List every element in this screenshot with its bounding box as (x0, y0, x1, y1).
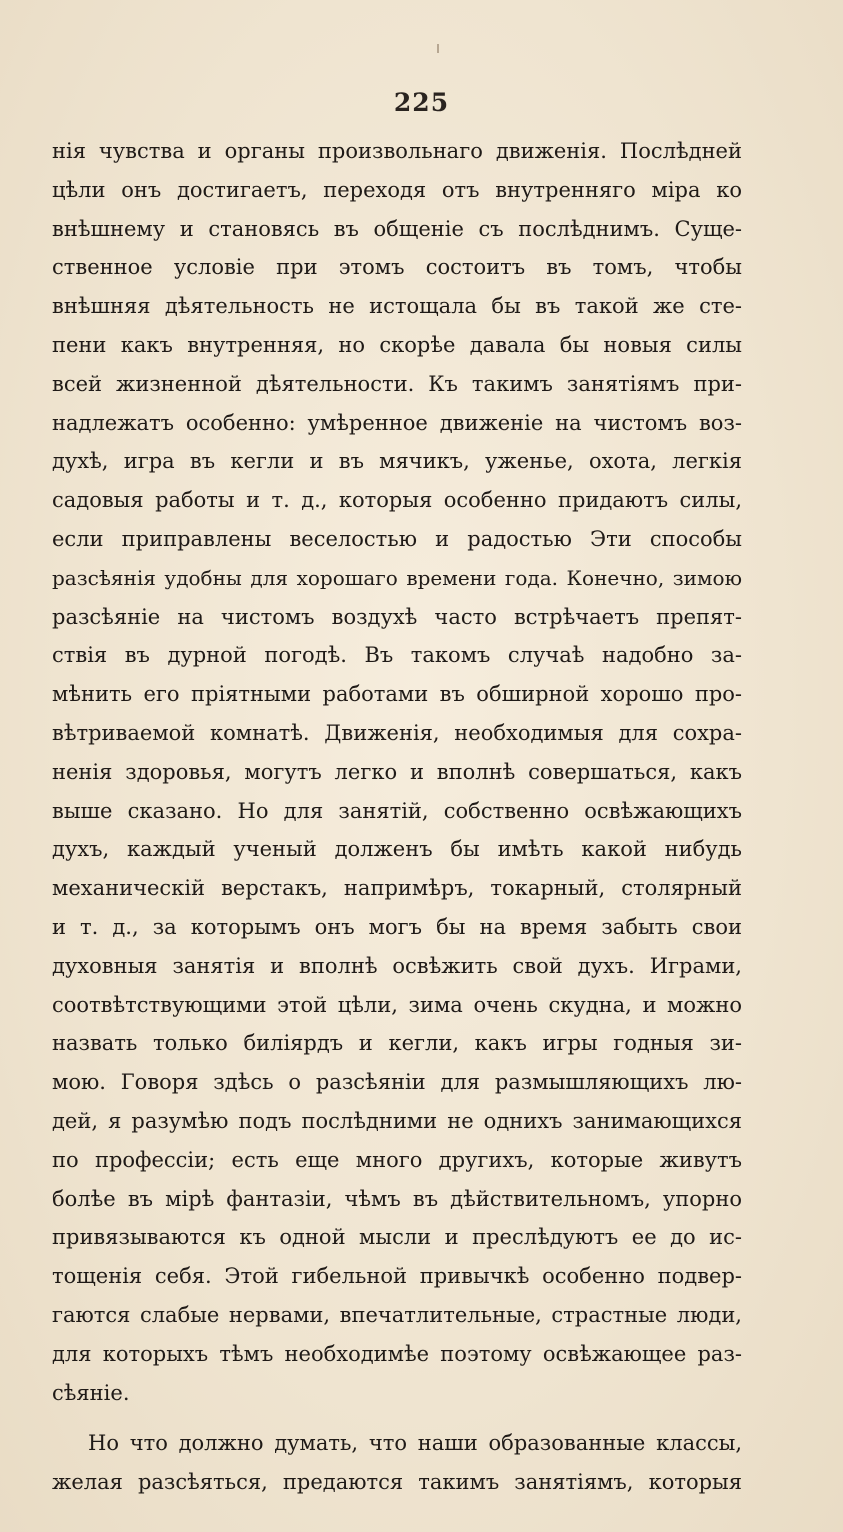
text-line: назвать только биліярдъ и кегли, какъ игры годныя зи- (52, 1031, 742, 1056)
text-line: привязываются къ одной мысли и преслѣдуютъ ее до ис- (52, 1225, 742, 1250)
text-line: ненія здоровья, могутъ легко и вполнѣ совершаться, какъ (52, 759, 742, 784)
text-line: нія чувства и органы произвольнаго движенія. Послѣдней (52, 139, 742, 163)
text-line: гаются слабые нервами, впечатлительные, страстные люди, (52, 1302, 742, 1327)
text-line: садовыя работы и т. д., которыя особенно придаютъ силы, (52, 488, 742, 513)
text-line: если приправлены веселостью и радостью Эти способы (52, 526, 742, 551)
text-line: всей жизненной дѣятельности. Къ такимъ занятіямъ при- (52, 371, 742, 396)
paragraph (52, 1424, 742, 1502)
text-line: дей, я разумѣю подъ послѣдними не однихъ занимающихся (52, 1108, 742, 1133)
page-number: 225 (393, 88, 450, 117)
text-line: пени какъ внутренняя, но скорѣе давала бы новыя силы (52, 332, 742, 357)
text-line: и т. д., за которымъ онъ могъ бы на время забыть свои (52, 914, 742, 939)
paragraph-gap (52, 1412, 742, 1424)
text-line: духѣ, игра въ кегли и въ мячикъ, уженье, охота, легкія (52, 449, 742, 474)
text-line: желая разсѣяться, предаются такимъ занятіямъ, которыя (52, 1470, 742, 1495)
text-line: разсѣянія удобны для хорошаго времени года. Конечно, зимою (52, 565, 742, 590)
text-line: сѣяніе. (52, 1380, 130, 1405)
text-line: механическій верстакъ, напримѣръ, токарный, столярный (52, 876, 742, 901)
text-line: ственное условіе при этомъ состоитъ въ томъ, чтобы (52, 255, 742, 280)
text-line: духъ, каждый ученый долженъ бы имѣть какой нибудь (52, 837, 742, 862)
text-line: цѣли онъ достигаетъ, переходя отъ внутренняго міра ко (52, 177, 742, 202)
text-line: Но что должно думать, что наши образованные классы, (88, 1431, 742, 1456)
text-line: мѣнить его пріятными работами въ обширной хорошо про- (52, 682, 742, 707)
print-speck (437, 44, 439, 53)
text-line: мою. Говоря здѣсь о разсѣяніи для размышляющихъ лю- (52, 1070, 742, 1095)
text-line: вѣтриваемой комнатѣ. Движенія, необходимыя для сохра- (52, 720, 742, 745)
text-line: по профессіи; есть еще много другихъ, которые живутъ (52, 1147, 742, 1172)
text-line: для которыхъ тѣмъ необходимѣе поэтому освѣжающее раз- (52, 1341, 742, 1366)
text-line: соотвѣтствующими этой цѣли, зима очень скудна, и можно (52, 992, 742, 1017)
text-line: болѣе въ мірѣ фантазіи, чѣмъ въ дѣйствительномъ, упорно (52, 1186, 742, 1211)
text-line: разсѣяніе на чистомъ воздухѣ часто встрѣчаетъ препят- (52, 604, 742, 629)
text-line: внѣшняя дѣятельность не истощала бы въ такой же сте- (52, 294, 742, 319)
text-line: духовныя занятія и вполнѣ освѣжить свой духъ. Играми, (52, 953, 742, 978)
paragraph (52, 132, 742, 1412)
text-line: ствія въ дурной погодѣ. Въ такомъ случаѣ надобно за- (52, 643, 742, 668)
text-line: надлежатъ особенно: умѣренное движеніе на чистомъ воз- (52, 410, 742, 435)
text-line: тощенія себя. Этой гибельной привычкѣ особенно подвер- (52, 1264, 742, 1289)
text-line: выше сказано. Но для занятій, собственно освѣжающихъ (52, 798, 742, 823)
text-line: внѣшнему и становясь въ общеніе съ послѣднимъ. Суще- (52, 216, 742, 241)
body-text (52, 132, 742, 1502)
